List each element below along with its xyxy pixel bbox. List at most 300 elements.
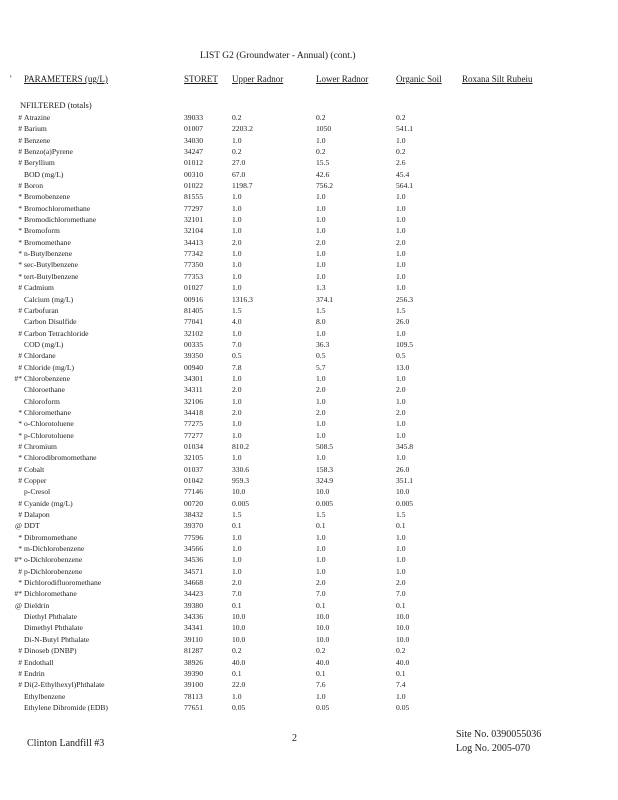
organic-soil-value: 0.2 (396, 646, 406, 656)
parameter-name: Dalapon (24, 510, 50, 520)
row-mark: # (18, 328, 22, 338)
storet-code: 00940 (184, 362, 203, 372)
parameter-name: sec-Butylbenzene (24, 260, 78, 270)
organic-soil-value: 0.5 (396, 351, 406, 361)
parameter-name: Chlordane (24, 351, 56, 361)
storet-code: 77596 (184, 532, 203, 542)
row-mark: @ (15, 600, 22, 610)
table-row (0, 543, 618, 554)
lower-radnor-value: 5.7 (316, 362, 326, 372)
upper-radnor-value: 2203.2 (232, 124, 253, 134)
organic-soil-value: 26.0 (396, 464, 410, 474)
row-mark: # (18, 566, 22, 576)
header-organic-soil: Organic Soil (396, 74, 442, 84)
storet-code: 77041 (184, 317, 203, 327)
organic-soil-value: 0.005 (396, 498, 414, 508)
organic-soil-value: 1.0 (396, 396, 406, 406)
organic-soil-value: 1.5 (396, 510, 406, 520)
lower-radnor-value: 324.9 (316, 476, 334, 485)
organic-soil-value: 2.0 (396, 578, 406, 588)
header-storet: STORET (184, 74, 218, 84)
storet-code: 38432 (184, 510, 203, 520)
table-row (0, 520, 618, 531)
row-mark: * (18, 260, 22, 270)
upper-radnor-value: 1.0 (232, 271, 242, 281)
lower-radnor-value: 10.0 (316, 487, 330, 497)
parameter-name: Carbon Disulfide (24, 317, 77, 327)
parameter-name: Chloromethane (24, 407, 71, 417)
storet-code: 34566 (184, 544, 203, 554)
upper-radnor-value: 1.0 (232, 566, 242, 576)
storet-code: 34341 (184, 623, 203, 633)
lower-radnor-value: 10.0 (316, 634, 330, 644)
row-mark: # (18, 476, 22, 485)
storet-code: 00310 (184, 169, 203, 179)
organic-soil-value: 1.0 (396, 271, 406, 281)
table-row (0, 169, 618, 180)
table-row (0, 237, 618, 248)
upper-radnor-value: 1.0 (232, 203, 242, 213)
upper-radnor-value: 1.0 (232, 260, 242, 270)
parameter-name: Atrazine (24, 113, 51, 122)
upper-radnor-value: 1.0 (232, 192, 242, 202)
storet-code: 34311 (184, 385, 203, 395)
header-parameters: PARAMETERS (ug/L) (24, 74, 108, 84)
row-mark: # (18, 510, 22, 520)
lower-radnor-value: 1.0 (316, 430, 326, 440)
table-row (0, 577, 618, 588)
upper-radnor-value: 0.5 (232, 351, 242, 361)
storet-code: 81287 (184, 646, 203, 656)
lower-radnor-value: 374.1 (316, 294, 334, 304)
lower-radnor-value: 756.2 (316, 181, 334, 191)
table-row (0, 248, 618, 259)
row-mark: * (18, 215, 22, 225)
row-mark: #* (14, 373, 22, 383)
parameter-name: Cadmium (24, 283, 54, 293)
parameter-name: Chloride (mg/L) (24, 362, 74, 372)
storet-code: 34423 (184, 589, 203, 599)
lower-radnor-value: 7.6 (316, 680, 326, 690)
row-mark: # (18, 362, 22, 372)
table-row (0, 634, 618, 645)
section-heading: NFILTERED (totals) (20, 100, 92, 110)
storet-code: 77297 (184, 203, 203, 213)
lower-radnor-value: 1.0 (316, 544, 326, 554)
table-row (0, 588, 618, 599)
parameter-name: Ethylbenzene (24, 691, 66, 701)
footer-site-name: Clinton Landfill #3 (27, 738, 105, 749)
parameter-name: Endrin (24, 668, 45, 678)
upper-radnor-value: 0.1 (232, 668, 242, 678)
parameter-name: p-Chlorotoluene (24, 430, 74, 440)
table-row (0, 396, 618, 407)
lower-radnor-value: 1.0 (316, 419, 326, 429)
header-upper-radnor: Upper Radnor (232, 74, 284, 84)
parameter-name: Bromochloromethane (24, 203, 91, 213)
upper-radnor-value: 1.0 (232, 453, 242, 463)
organic-soil-value: 0.1 (396, 521, 406, 531)
row-mark: * (18, 203, 22, 213)
lower-radnor-value: 1.0 (316, 532, 326, 542)
storet-code: 77651 (184, 702, 203, 712)
row-mark: # (18, 668, 22, 678)
lower-radnor-value: 0.1 (316, 668, 326, 678)
storet-code: 00720 (184, 498, 203, 508)
parameter-name: Dinoseb (DNBP) (24, 646, 77, 656)
parameter-name: Benzo(a)Pyrene (24, 147, 73, 157)
storet-code: 77350 (184, 260, 203, 270)
table-row (0, 691, 618, 702)
organic-soil-value: 345.8 (396, 441, 414, 451)
parameter-name: n-Butylbenzene (24, 249, 73, 259)
row-mark: * (18, 249, 22, 259)
organic-soil-value: 1.5 (396, 305, 406, 315)
parameter-name: Dieldrin (24, 600, 50, 610)
row-mark: # (18, 181, 22, 191)
lower-radnor-value: 0.1 (316, 600, 326, 610)
organic-soil-value: 10.0 (396, 623, 410, 633)
organic-soil-value: 1.0 (396, 283, 406, 293)
organic-soil-value: 10.0 (396, 487, 410, 497)
upper-radnor-value: 0.005 (232, 498, 250, 508)
lower-radnor-value: 1.5 (316, 510, 326, 520)
storet-code: 34336 (184, 612, 203, 622)
upper-radnor-value: 810.2 (232, 441, 250, 451)
row-mark: * (18, 407, 22, 417)
parameter-name: Barium (24, 124, 47, 134)
organic-soil-value: 0.2 (396, 113, 406, 122)
row-mark: # (18, 680, 22, 690)
upper-radnor-value: 10.0 (232, 612, 246, 622)
lower-radnor-value: 0.2 (316, 147, 326, 157)
upper-radnor-value: 10.0 (232, 487, 246, 497)
lower-radnor-value: 2.0 (316, 237, 326, 247)
lower-radnor-value: 1.0 (316, 453, 326, 463)
lower-radnor-value: 1.0 (316, 328, 326, 338)
parameter-name: Dibromomethane (24, 532, 78, 542)
upper-radnor-value: 0.2 (232, 147, 242, 157)
upper-radnor-value: 0.2 (232, 113, 242, 122)
upper-radnor-value: 1.0 (232, 135, 242, 145)
storet-code: 01007 (184, 124, 203, 134)
lower-radnor-value: 0.2 (316, 646, 326, 656)
upper-radnor-value: 1.0 (232, 396, 242, 406)
footer-site-number: Site No. 0390055036 (456, 729, 542, 740)
row-mark: # (18, 646, 22, 656)
storet-code: 39380 (184, 600, 203, 610)
row-mark: # (18, 124, 22, 134)
row-mark: * (18, 271, 22, 281)
parameter-name: o-Chlorotoluene (24, 419, 74, 429)
upper-radnor-value: 959.3 (232, 476, 250, 485)
lower-radnor-value: 1.0 (316, 135, 326, 145)
lower-radnor-value: 1.0 (316, 271, 326, 281)
upper-radnor-value: 7.8 (232, 362, 242, 372)
lower-radnor-value: 1.5 (316, 305, 326, 315)
lower-radnor-value: 1.0 (316, 203, 326, 213)
table-row (0, 532, 618, 543)
table-row (0, 441, 618, 452)
parameter-name: Chlorobenzene (24, 373, 70, 383)
lower-radnor-value: 1050 (316, 124, 332, 134)
row-mark: # (18, 113, 22, 122)
organic-soil-value: 1.0 (396, 215, 406, 225)
lower-radnor-value: 8.0 (316, 317, 326, 327)
storet-code: 34247 (184, 147, 203, 157)
organic-soil-value: 1.0 (396, 192, 406, 202)
table-row (0, 271, 618, 282)
upper-radnor-value: 2.0 (232, 237, 242, 247)
table-row (0, 180, 618, 191)
storet-code: 77353 (184, 271, 203, 281)
upper-radnor-value: 1198.7 (232, 181, 253, 191)
organic-soil-value: 1.0 (396, 453, 406, 463)
parameter-name: o-Dichlorobenzene (24, 555, 83, 565)
table-row (0, 600, 618, 611)
table-row (0, 135, 618, 146)
row-mark: # (18, 351, 22, 361)
parameter-name: BOD (mg/L) (24, 169, 64, 179)
organic-soil-value: 7.0 (396, 589, 406, 599)
parameter-name: Chloroethane (24, 385, 65, 395)
parameter-name: Chlorodibromomethane (24, 453, 97, 463)
parameter-name: Endothall (24, 657, 54, 667)
organic-soil-value: 13.0 (396, 362, 410, 372)
row-mark: # (18, 158, 22, 168)
parameter-name: Dichloromethane (24, 589, 77, 599)
lower-radnor-value: 36.3 (316, 339, 330, 349)
row-mark: # (18, 147, 22, 157)
parameter-name: Bromoform (24, 226, 60, 236)
storet-code: 01027 (184, 283, 203, 293)
organic-soil-value: 0.2 (396, 147, 406, 157)
upper-radnor-value: 1.0 (232, 544, 242, 554)
upper-radnor-value: 7.0 (232, 589, 242, 599)
storet-code: 32105 (184, 453, 203, 463)
upper-radnor-value: 10.0 (232, 623, 246, 633)
parameter-name: m-Dichlorobenzene (24, 544, 85, 554)
organic-soil-value: 541.1 (396, 124, 414, 134)
table-row (0, 214, 618, 225)
upper-radnor-value: 27.0 (232, 158, 246, 168)
upper-radnor-value: 2.0 (232, 407, 242, 417)
lower-radnor-value: 1.0 (316, 215, 326, 225)
header-mark: ' (10, 74, 12, 84)
table-row (0, 668, 618, 679)
row-mark: * (18, 453, 22, 463)
upper-radnor-value: 330.6 (232, 464, 250, 474)
organic-soil-value: 45.4 (396, 169, 410, 179)
parameter-name: Bromodichloromethane (24, 215, 97, 225)
upper-radnor-value: 2.0 (232, 578, 242, 588)
row-mark: # (18, 657, 22, 667)
organic-soil-value: 26.0 (396, 317, 410, 327)
table-row (0, 203, 618, 214)
table-row (0, 146, 618, 157)
storet-code: 32106 (184, 396, 203, 406)
lower-radnor-value: 1.0 (316, 691, 326, 701)
upper-radnor-value: 1.0 (232, 215, 242, 225)
upper-radnor-value: 1.5 (232, 305, 242, 315)
row-mark: * (18, 532, 22, 542)
lower-radnor-value: 1.0 (316, 373, 326, 383)
parameter-name: Cobalt (24, 464, 45, 474)
storet-code: 77342 (184, 249, 203, 259)
parameter-name: Diethyl Phthalate (24, 612, 77, 622)
parameter-name: p-Dichlorobenzene (24, 566, 83, 576)
footer-page-number: 2 (292, 733, 297, 744)
table-row (0, 509, 618, 520)
storet-code: 34571 (184, 566, 203, 576)
parameter-name: Bromobenzene (24, 192, 70, 202)
upper-radnor-value: 1.0 (232, 373, 242, 383)
storet-code: 32104 (184, 226, 203, 236)
table-row (0, 486, 618, 497)
upper-radnor-value: 1.0 (232, 419, 242, 429)
storet-code: 77275 (184, 419, 203, 429)
storet-code: 32101 (184, 215, 203, 225)
table-row (0, 464, 618, 475)
table-row (0, 475, 618, 486)
table-row (0, 657, 618, 668)
storet-code: 34418 (184, 407, 203, 417)
row-mark: * (18, 192, 22, 202)
table-row (0, 452, 618, 463)
row-mark: # (18, 283, 22, 293)
table-row (0, 407, 618, 418)
table-row (0, 112, 618, 123)
upper-radnor-value: 1316.3 (232, 294, 253, 304)
storet-code: 01022 (184, 181, 203, 191)
upper-radnor-value: 1.0 (232, 226, 242, 236)
row-mark: # (18, 305, 22, 315)
table-row (0, 679, 618, 690)
storet-code: 32102 (184, 328, 203, 338)
storet-code: 39110 (184, 634, 203, 644)
table-row (0, 702, 618, 713)
organic-soil-value: 564.1 (396, 181, 414, 191)
organic-soil-value: 40.0 (396, 657, 410, 667)
upper-radnor-value: 1.0 (232, 691, 242, 701)
parameter-name: p-Cresol (24, 487, 51, 497)
row-mark: @ (15, 521, 22, 531)
upper-radnor-value: 0.1 (232, 600, 242, 610)
organic-soil-value: 0.1 (396, 668, 406, 678)
organic-soil-value: 1.0 (396, 532, 406, 542)
parameter-name: Cyanide (mg/L) (24, 498, 73, 508)
parameter-name: Dichlorodifluoromethane (24, 578, 102, 588)
lower-radnor-value: 1.0 (316, 396, 326, 406)
storet-code: 78113 (184, 691, 203, 701)
lower-radnor-value: 1.3 (316, 283, 326, 293)
parameter-name: Dimethyl Phthalate (24, 623, 83, 633)
parameter-name: Carbon Tetrachloride (24, 328, 89, 338)
lower-radnor-value: 1.0 (316, 192, 326, 202)
parameter-name: Ethylene Dibromide (EDB) (24, 702, 108, 712)
organic-soil-value: 7.4 (396, 680, 406, 690)
lower-radnor-value: 15.5 (316, 158, 330, 168)
storet-code: 39350 (184, 351, 203, 361)
parameter-name: Bromomethane (24, 237, 71, 247)
storet-code: 34536 (184, 555, 203, 565)
parameter-name: Copper (24, 476, 47, 485)
organic-soil-value: 0.05 (396, 702, 410, 712)
header-lower-radnor: Lower Radnor (316, 74, 369, 84)
row-mark: * (18, 237, 22, 247)
upper-radnor-value: 1.0 (232, 249, 242, 259)
table-row (0, 191, 618, 202)
storet-code: 39033 (184, 113, 203, 122)
upper-radnor-value: 0.2 (232, 646, 242, 656)
lower-radnor-value: 1.0 (316, 566, 326, 576)
organic-soil-value: 1.0 (396, 419, 406, 429)
lower-radnor-value: 1.0 (316, 226, 326, 236)
row-mark: * (18, 578, 22, 588)
storet-code: 34413 (184, 237, 203, 247)
lower-radnor-value: 10.0 (316, 623, 330, 633)
table-row (0, 418, 618, 429)
table-row (0, 430, 618, 441)
parameter-name: DDT (24, 521, 40, 531)
parameter-name: Chromium (24, 441, 57, 451)
storet-code: 01012 (184, 158, 203, 168)
table-row (0, 123, 618, 134)
lower-radnor-value: 158.3 (316, 464, 334, 474)
lower-radnor-value: 42.6 (316, 169, 330, 179)
parameter-name: Benzene (24, 135, 51, 145)
parameter-name: Di-N-Butyl Phthalate (24, 634, 90, 644)
organic-soil-value: 10.0 (396, 612, 410, 622)
table-row (0, 566, 618, 577)
table-row (0, 282, 618, 293)
organic-soil-value: 10.0 (396, 634, 410, 644)
row-mark: * (18, 226, 22, 236)
table-row (0, 294, 618, 305)
upper-radnor-value: 67.0 (232, 169, 246, 179)
storet-code: 34301 (184, 373, 203, 383)
row-mark: #* (14, 589, 22, 599)
storet-code: 00335 (184, 339, 203, 349)
lower-radnor-value: 2.0 (316, 407, 326, 417)
storet-code: 81555 (184, 192, 203, 202)
table-row (0, 328, 618, 339)
table-row (0, 554, 618, 565)
lower-radnor-value: 0.5 (316, 351, 326, 361)
parameter-name: Calcium (mg/L) (24, 294, 74, 304)
organic-soil-value: 2.0 (396, 407, 406, 417)
upper-radnor-value: 0.1 (232, 521, 242, 531)
row-mark: # (18, 464, 22, 474)
storet-code: 39100 (184, 680, 203, 690)
upper-radnor-value: 1.0 (232, 555, 242, 565)
storet-code: 00916 (184, 294, 203, 304)
organic-soil-value: 1.0 (396, 430, 406, 440)
upper-radnor-value: 1.0 (232, 283, 242, 293)
storet-code: 39390 (184, 668, 203, 678)
table-row (0, 622, 618, 633)
organic-soil-value: 256.3 (396, 294, 414, 304)
row-mark: #* (14, 555, 22, 565)
upper-radnor-value: 1.0 (232, 328, 242, 338)
upper-radnor-value: 1.5 (232, 510, 242, 520)
storet-code: 81405 (184, 305, 203, 315)
footer-log-number: Log No. 2005-070 (456, 743, 531, 754)
table-row (0, 611, 618, 622)
organic-soil-value: 2.6 (396, 158, 406, 168)
table-row (0, 316, 618, 327)
parameter-name: Boron (24, 181, 43, 191)
